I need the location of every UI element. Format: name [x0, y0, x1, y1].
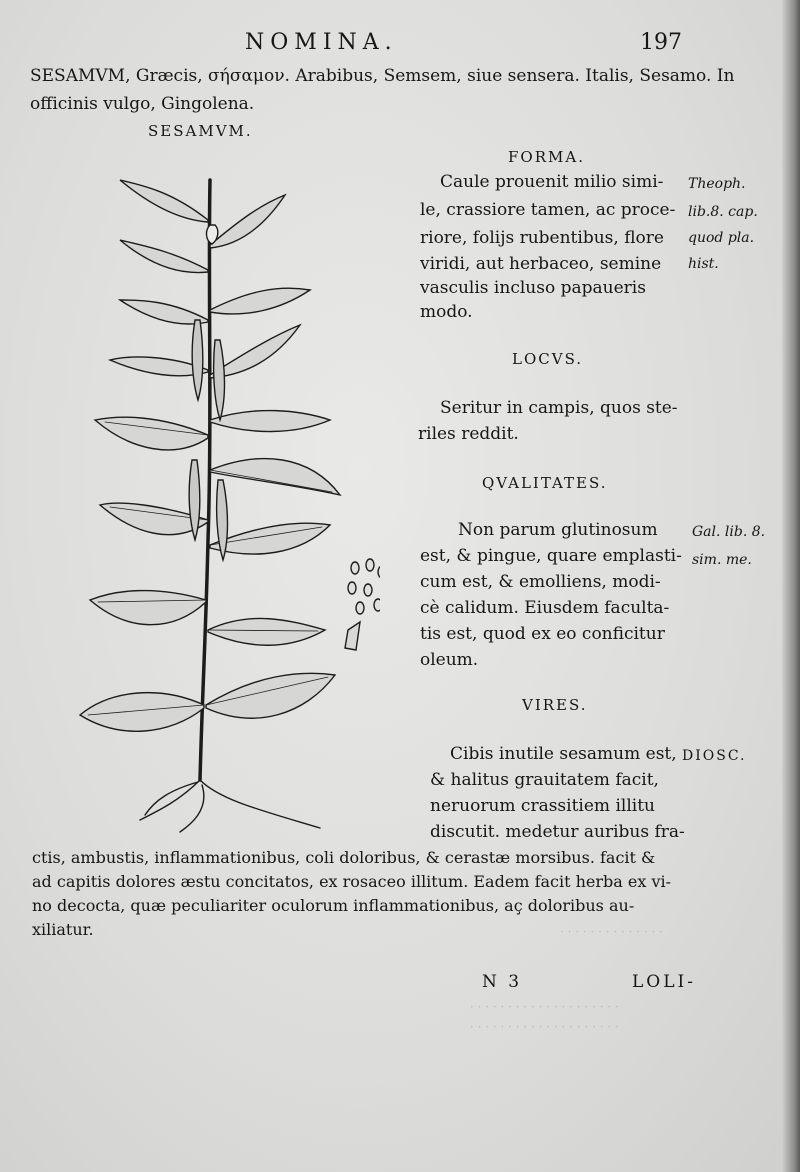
forma-line: modo. [420, 302, 473, 322]
forma-line: vasculis incluso papaueris [420, 278, 646, 298]
section-heading-qualitates: QVALITATES. [482, 474, 608, 492]
qualitates-line: cè calidum. Eiusdem faculta- [420, 598, 670, 618]
signature-mark: N 3 [482, 972, 523, 992]
margin-note: quod pla. [688, 230, 755, 246]
vires-line: neruorum crassitiem illitu [430, 796, 655, 816]
qualitates-line: est, & pingue, quare emplasti- [420, 546, 682, 566]
section-heading-locus: LOCVS. [512, 350, 584, 368]
qualitates-line: tis est, quod ex eo conficitur [420, 624, 665, 644]
bleed-through-text: · · · · · · · · · · · · · · [560, 925, 663, 939]
forma-line: viridi, aut herbaceo, semine [420, 254, 662, 274]
sesame-plant-illustration [60, 160, 380, 840]
forma-line: le, crassiore tamen, ac proce- [420, 200, 676, 220]
margin-note: Gal. lib. 8. [692, 524, 766, 540]
vires-full-line: ad capitis dolores æstu concitatos, ex rosaceo illitum. Eadem facit herba ex vi- [32, 872, 672, 891]
vires-line: & halitus grauitatem facit, [430, 770, 659, 790]
locus-line: Seritur in campis, quos ste- [440, 398, 678, 418]
vires-line: Cibis inutile sesamum est, [450, 744, 677, 764]
page-edge-shadow [782, 0, 800, 1172]
forma-line: Caule prouenit milio simi- [440, 172, 664, 192]
names-line-1: SESAMVM, Græcis, σήσαμον. Arabibus, Semsem, siue sensera. Italis, Sesamo. In [30, 66, 735, 86]
margin-note: Theoph. [688, 176, 746, 192]
vires-full-line: no decocta, quæ peculiariter oculorum inflammationibus, aç doloribus au- [32, 896, 635, 915]
qualitates-line: cum est, & emolliens, modi- [420, 572, 661, 592]
margin-note: sim. me. [692, 552, 752, 568]
plant-caption: SESAMVM. [148, 122, 253, 140]
margin-note: hist. [688, 256, 719, 272]
qualitates-line: Non parum glutinosum [458, 520, 658, 540]
forma-line: riore, folijs rubentibus, flore [420, 228, 664, 248]
bleed-through-text: · · · · · · · · · · · · · · · · · · · · [470, 1020, 619, 1034]
catchword: LOLI- [632, 972, 696, 992]
qualitates-line: oleum. [420, 650, 479, 670]
section-heading-forma: FORMA. [508, 148, 585, 166]
page-number: 197 [640, 30, 682, 55]
vires-full-line: ctis, ambustis, inflammationibus, coli doloribus, & cerastæ morsibus. facit & [32, 848, 656, 867]
margin-note: DIOSC. [682, 748, 747, 764]
section-heading-vires: VIRES. [522, 696, 588, 714]
names-line-2: officinis vulgo, Gingolena. [30, 94, 255, 114]
vires-full-line: xiliatur. [32, 920, 94, 939]
margin-note: lib.8. cap. [688, 204, 758, 220]
vires-line: discutit. medetur auribus fra- [430, 822, 685, 842]
page-title: NOMINA. [245, 30, 398, 55]
locus-line: riles reddit. [418, 424, 519, 444]
bleed-through-text: · · · · · · · · · · · · · · · · · · · · [470, 1000, 619, 1014]
